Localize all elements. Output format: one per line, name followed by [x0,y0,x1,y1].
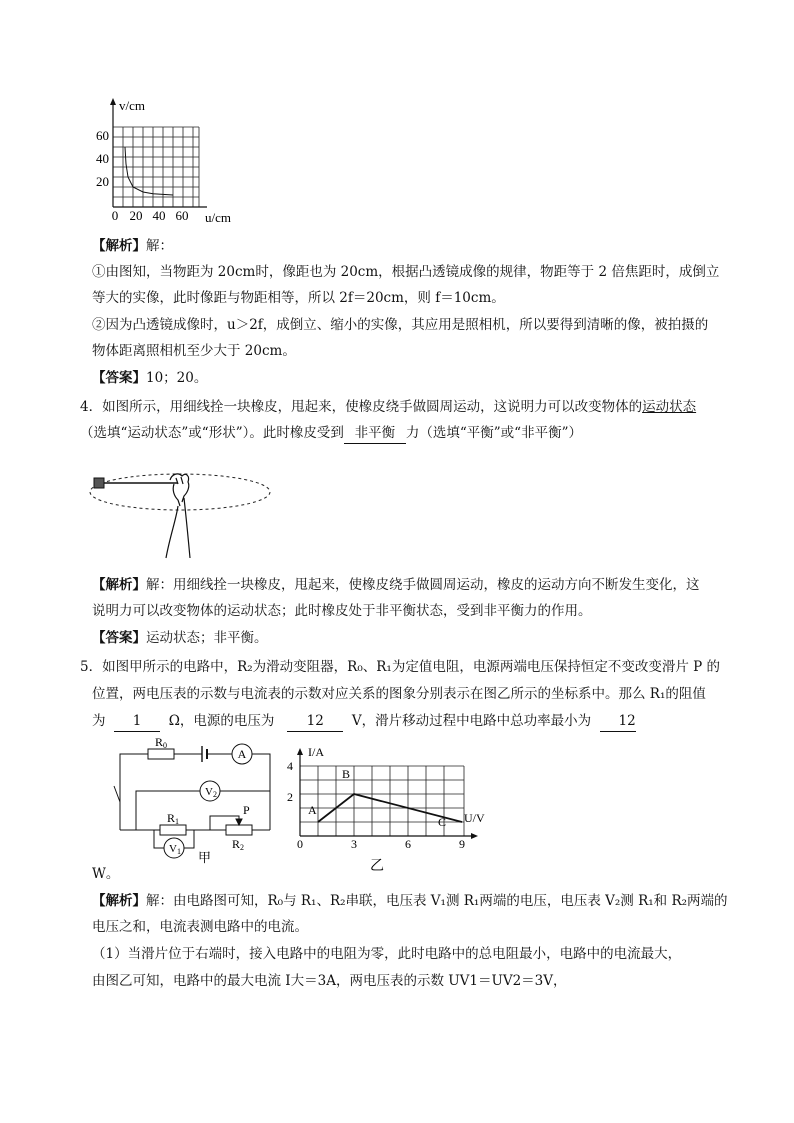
q5-blank-voltage: 12 [287,711,343,732]
point-a-label: A [308,803,317,817]
x-axis-label: U/V [464,811,485,825]
wire [120,754,148,830]
answer-label: 【答案】 [92,630,146,646]
q3-analysis-line: ②因为凸透镜成像时，u＞2f，成倒立、缩小的实像，其应用是照相机，所以要得到清晰的像，被拍摄的 [92,317,709,333]
slider-arrow-icon [236,819,242,825]
answer-text: 10；20。 [146,370,208,386]
q5-stem-line3 [92,711,722,732]
x-tick-label: 40 [152,208,166,223]
hand-icon [166,474,190,558]
q5-stem-line: 位置，两电压表的示数与电流表的示数对应关系的图象分别表示在图乙所示的坐标系中。那么 R₁的阻值 [92,686,706,702]
resistor-r0 [148,749,174,759]
y-tick-label: 60 [96,128,109,143]
analysis-label: 【解析】 [92,893,146,909]
graph-grid [113,127,199,207]
y-axis-arrow [297,748,303,755]
y-axis-arrow [110,98,116,105]
q4-stem-text: （选填“运动状态”或“形状”）。此时橡皮受到 [80,425,344,441]
x-axis-label: u/cm [205,210,231,224]
q3-analysis-line: 物体距离照相机至少大于 20cm。 [92,343,296,359]
wire [154,830,164,848]
q5-analysis-line: 由图乙可知，电路中的最大电流 I大＝3A，两电压表的示数 UV1＝UV2＝3V， [92,973,567,989]
resistor-r2 [226,825,252,835]
q3-analysis-line: ①由图知，当物距为 20cm时，像距也为 20cm，根据凸透镜成像的规律，物距等于 2 倍焦距时，成倒立 [92,264,720,280]
q4-analysis-line [92,575,700,595]
q5-analysis-line [92,891,728,911]
x-tick-label: 0 [111,208,119,223]
q5-stem-line: 5．如图甲所示的电路中，R₂为滑动变阻器，R₀、R₁为定值电阻，电源两端电压保持恒定不变改变滑片 P 的 [80,659,720,675]
v1-label: V1 [169,843,181,856]
q5-analysis-line: （1）当滑片位于右端时，接入电路中的电阻为零，此时电路中的总电阻最小，电路中的电流最大， [92,946,682,962]
wire [252,754,270,830]
x-tick-label: 60 [175,208,189,223]
point-c-label: C [438,815,447,829]
q3-analysis-heading [92,236,173,256]
slider-p-wire [210,816,239,830]
x-tick-label: 20 [129,208,143,223]
circuit-caption: 甲 [198,850,212,864]
ammeter-label: A [237,747,247,761]
q4-stem-line2 [80,423,582,444]
q5-stem-text: 为 [92,713,106,729]
q3-analysis-line: 等大的实像，此时像距与物距相等，所以 2f＝20cm，则 f＝10cm。 [92,290,505,306]
graph-caption: 乙 [370,859,384,872]
y-axis-label: I/A [308,745,324,759]
x-tick-label: 9 [459,837,465,851]
q5-analysis-line: 电压之和，电流表测电路中的电流。 [92,919,308,935]
answer-label: 【答案】 [92,370,146,386]
iu-graph [284,742,494,872]
graph-v-u [95,92,245,224]
y-tick-label: 40 [96,151,109,166]
q5-stem-text: V，滑片移动过程中电路中总功率最小为 [351,713,592,729]
answer-text: 运动状态；非平衡。 [146,630,268,646]
r0-label: R0 [155,738,168,750]
x-tick-label: 6 [405,837,411,851]
analysis-label: 【解析】 [92,577,146,593]
v2-label: V2 [205,786,217,799]
q4-stem-text: 力（选填“平衡”或“非平衡”） [405,425,582,441]
y-tick-label: 4 [287,759,293,773]
eraser-icon [94,478,104,488]
q4-answer-blank-1: 运动状态 [642,399,697,415]
analysis-label: 【解析】 [92,238,146,254]
q5-blank-r1: 1 [114,711,160,732]
q4-stem-line1 [80,397,696,417]
q5-stem-line4: W。 [92,866,120,882]
q4-analysis-line: 说明力可以改变物体的运动状态；此时橡皮处于非平衡状态，受到非平衡力的作用。 [92,603,592,619]
x-tick-label: 0 [297,837,303,851]
q4-answer-blank-2: 非平衡 [344,423,406,444]
circuit-diagram [110,738,285,864]
q3-answer [92,368,207,388]
q4-answer [92,628,268,648]
q5-blank-power: 12 [600,711,636,732]
resistor-r1 [160,825,186,835]
eraser-spin-illustration [86,458,276,564]
q5-stem-text: Ω，电源的电压为 [168,713,275,729]
x-axis-arrow [471,833,478,839]
y-axis-label: v/cm [119,98,145,113]
analysis-lead: 解： [146,238,173,254]
analysis-text: 解：用细线拴一块橡皮，甩起来，使橡皮绕手做圆周运动，橡皮的运动方向不断发生变化，这 [146,577,700,593]
y-tick-label: 2 [287,790,293,804]
y-tick-label: 20 [96,174,109,189]
r2-label: R2 [232,837,245,852]
data-curve [125,147,173,195]
point-b-label: B [342,767,351,781]
analysis-text: 解：由电路图可知，R₀与 R₁、R₂串联，电压表 V₁测 R₁两端的电压，电压表 V₂测 R₁和 R₂两端的 [146,893,728,909]
x-tick-label: 3 [351,837,357,851]
switch-icon [114,786,120,802]
slider-p-label: P [243,803,250,817]
q4-stem-text: 4．如图所示，用细线拴一块橡皮，甩起来，使橡皮绕手做圆周运动，这说明力可以改变物体的 [80,399,643,415]
r1-label: R1 [167,811,180,826]
